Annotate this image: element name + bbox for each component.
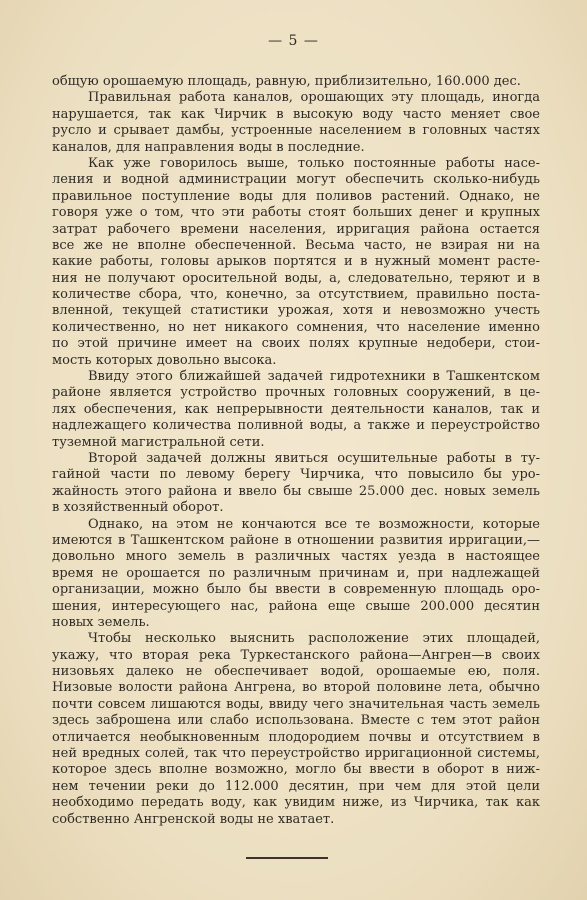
paragraph xyxy=(52,90,540,156)
text-line: правильное поступление воды для поливов растений. Однако, не xyxy=(52,188,540,204)
text-line: здесь заброшена или слабо использована. Вместе с тем этот район xyxy=(52,713,540,729)
paragraph xyxy=(52,369,540,451)
text-line: довольно много земель в различных частях уезда в настоящее xyxy=(52,549,540,565)
text-line: гайной части по левому берегу Чирчика, что повысило бы уро- xyxy=(52,467,540,483)
text-line: ния не получают оросительной воды, а, следовательно, теряют и в xyxy=(52,270,540,286)
text-line: Второй задачей должны явиться осушительные работы в ту- xyxy=(88,450,540,466)
text-line: организации, можно было бы ввести в современную площадь оро- xyxy=(52,582,540,598)
page-number: — 5 — xyxy=(268,33,319,49)
text-line: вленной, текущей статистики урожая, хотя и невозможно учесть xyxy=(52,303,540,319)
text-line: нем течении реки до 112.000 десятин, при чем для этой цели xyxy=(52,778,540,794)
text-line: в хозяйственный оборот. xyxy=(52,500,224,516)
text-line: общую орошаемую площадь, равную, приблизительно, 160.000 дес. xyxy=(52,74,521,89)
paragraph xyxy=(52,74,540,90)
text-line: говоря уже о том, что эти работы стоят больших денег и крупных xyxy=(52,205,540,221)
text-line: какие работы, головы арыков портятся и в нужный момент расте- xyxy=(52,254,540,270)
end-rule xyxy=(246,857,328,859)
text-line: жайность этого района и ввело бы свыше 25.000 дес. новых земель xyxy=(52,483,540,499)
text-line: нарушается, так как Чирчик в высокую воду часто меняет свое xyxy=(52,106,540,122)
text-line: необходимо передать воду, как увидим ниже, из Чирчика, так как xyxy=(52,795,540,811)
text-line: Как уже говорилось выше, только постоянные работы насе- xyxy=(88,155,540,171)
paragraph xyxy=(52,631,540,828)
text-line: собственно Ангренской воды не хватает. xyxy=(52,811,335,827)
text-line: время не орошается по различным причинам и, при надлежащей xyxy=(52,565,540,581)
text-line: районе является устройство прочных головных сооружений, в це- xyxy=(52,385,540,401)
text-line: по этой причине имеет на своих полях крупные недобери, стои- xyxy=(52,336,540,352)
paragraph xyxy=(52,517,540,632)
text-line: Низовые волости района Ангрена, во второй половине лета, обычно xyxy=(52,680,540,696)
text-line: туземной магистральной сети. xyxy=(52,434,265,450)
text-line: новых земель. xyxy=(52,614,150,630)
text-line: которое здесь вполне возможно, могло бы ввести в оборот в ниж- xyxy=(52,762,540,778)
text-line: количественно, но нет никакого сомнения, что население именно xyxy=(52,319,540,335)
text-line: Правильная работа каналов, орошающих эту площадь, иногда xyxy=(88,90,540,106)
text-line: русло и срывает дамбы, устроенные населением в головных частях xyxy=(52,123,540,139)
text-line: укажу, что вторая река Туркестанского района—Ангрен—в своих xyxy=(52,647,540,663)
text-line: Чтобы несколько выяснить расположение этих площадей, xyxy=(88,631,540,647)
text-line: имеются в Ташкентском районе в отношении развития ирригации,— xyxy=(52,532,540,548)
text-line: ней вредных солей, так что переустройство ирригационной системы, xyxy=(52,746,540,762)
body-text xyxy=(52,74,540,828)
text-line: Однако, на этом не кончаются все те возможности, которые xyxy=(88,516,540,532)
text-line: отличается необыкновенным плодородием почвы и отсутствием в xyxy=(52,729,540,745)
text-line: затрат рабочего времени населения, ирригация района остается xyxy=(52,221,540,237)
paragraph xyxy=(52,451,540,517)
text-line: надлежащего количества поливной воды, а также и переустройство xyxy=(52,418,540,434)
text-line: шения, интересующего нас, района еще свыше 200.000 десятин xyxy=(52,598,540,614)
text-line: почти совсем лишаются воды, ввиду чего значительная часть земель xyxy=(52,696,540,712)
text-line: все же не вполне обеспеченной. Весьма часто, не взирая ни на xyxy=(52,237,540,253)
paragraph xyxy=(52,156,540,369)
text-line: количестве сбора, что, конечно, за отсутствием, правильно поста- xyxy=(52,287,540,303)
text-line: низовьях далеко не обеспечивает водой, орошаемые ею, поля. xyxy=(52,664,540,680)
text-line: Ввиду этого ближайшей задачей гидротехники в Ташкентском xyxy=(88,369,540,385)
text-line: ления и водной администрации могут обеспечить сколько-нибудь xyxy=(52,172,540,188)
text-line: лях обеспечения, как непрерывности деятельности каналов, так и xyxy=(52,401,540,417)
text-line: каналов, для направления воды в последние. xyxy=(52,139,365,155)
text-line: мость которых довольно высока. xyxy=(52,352,277,368)
